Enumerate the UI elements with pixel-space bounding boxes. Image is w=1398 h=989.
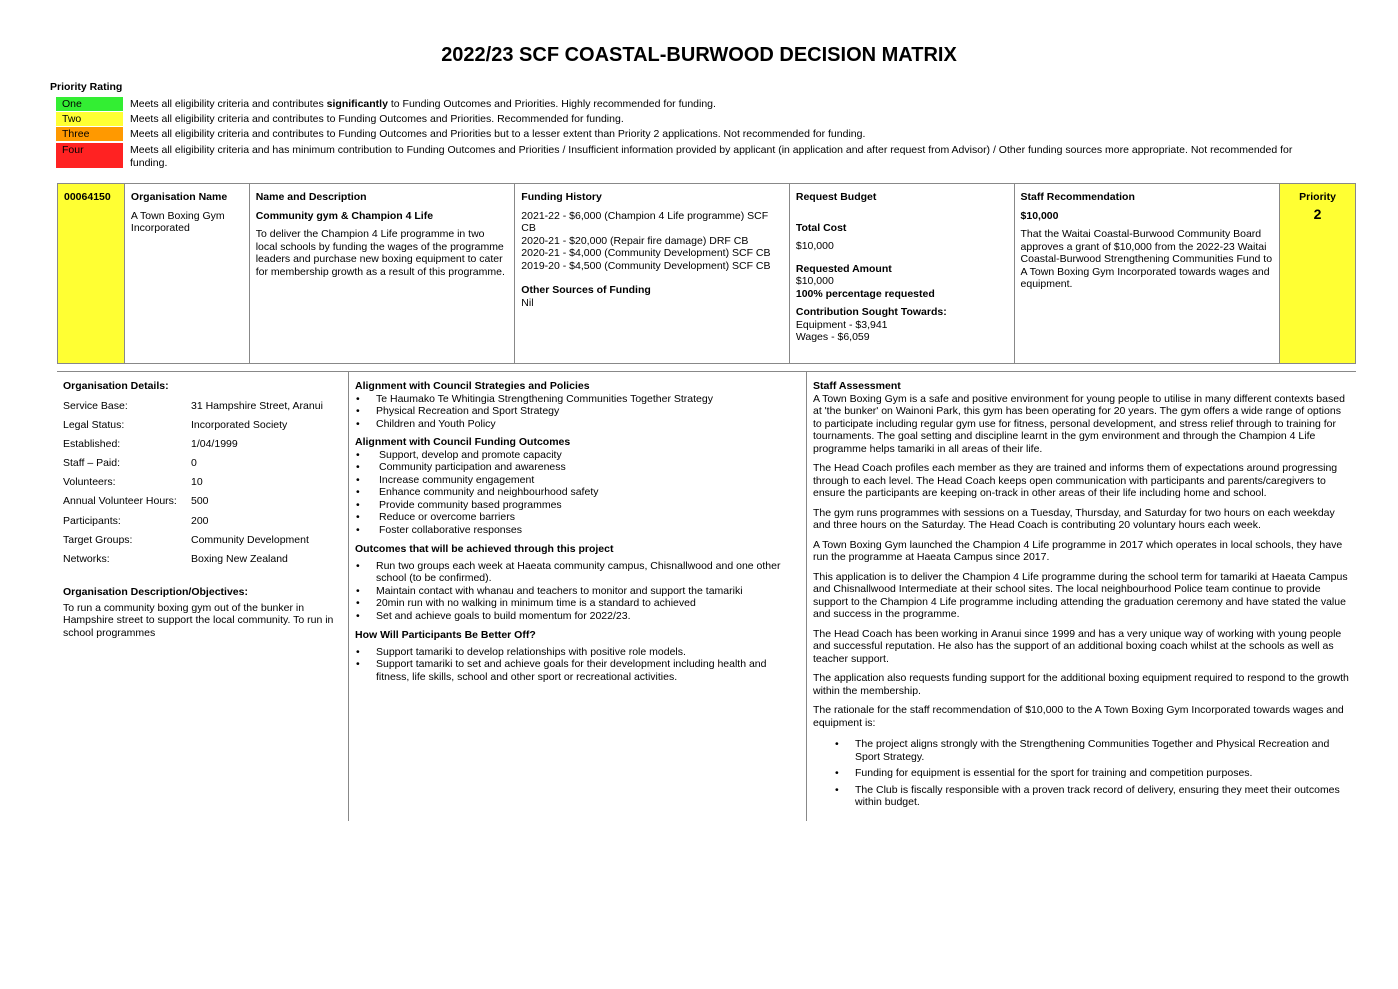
other-sources-label: Other Sources of Funding [521, 284, 651, 296]
list-item: • Support tamariki to develop relationships with positive role models. [355, 646, 800, 659]
outcomes-achieved-heading: Outcomes that will be achieved through this project [355, 543, 614, 555]
assessment-paragraph: The application also requests funding support for the additional boxing equipment required to respond to the growth within the membership. [813, 672, 1349, 697]
organisation-details-heading: Organisation Details: [63, 380, 169, 392]
priority-rating-heading: Priority Rating [50, 81, 123, 93]
better-off-heading: How Will Participants Be Better Off? [355, 629, 536, 641]
list-item: • Support tamariki to set and achieve goals for their development including health and fitness, life skills, school and other sport or recreational activities. [355, 658, 800, 683]
priority-swatch-one: One [56, 97, 123, 111]
priority-swatch-four: Four [56, 143, 123, 168]
organisation-description-text: To run a community boxing gym out of the bunker in Hampshire street to support the local community. To run in school programmes [63, 601, 334, 639]
name-description-label: Name and Description [255, 191, 367, 203]
details-section [57, 371, 1356, 821]
page-title: 2022/23 SCF COASTAL-BURWOOD DECISION MATRIX [441, 44, 957, 66]
funding-history-item: 2021-22 - $6,000 (Champion 4 Life programme) SCF CB [521, 209, 769, 234]
detail-row: Staff – Paid: 0 [63, 457, 197, 470]
funding-history-item: 2019-20 - $4,500 (Community Development) SCF CB [521, 259, 771, 272]
staff-assessment-heading: Staff Assessment [813, 380, 901, 392]
list-item: • Set and achieve goals to build momentum for 2022/23. [355, 610, 800, 623]
priority-description-two: Meets all eligibility criteria and contributes to Funding Outcomes and Priorities. Recommended for funding. [130, 113, 624, 125]
funding-history-label: Funding History [521, 191, 602, 203]
detail-row: Service Base: 31 Hampshire Street, Aranui [63, 399, 323, 412]
requested-amount-value: $10,000 [795, 275, 834, 287]
list-item: • Enhance community and neighbourhood safety [355, 486, 800, 499]
priority-rating-row-three [56, 127, 1326, 141]
detail-row: Legal Status: Incorporated Society [63, 418, 288, 431]
detail-row: Annual Volunteer Hours: 500 [63, 495, 209, 508]
organisation-description-heading: Organisation Description/Objectives: [63, 586, 248, 599]
detail-row: Volunteers: 10 [63, 476, 203, 489]
requested-amount-label: Requested Amount [795, 262, 892, 275]
contribution-sought-label: Contribution Sought Towards: [795, 306, 947, 318]
name-description-cell [250, 184, 516, 363]
staff-recommendation-label: Staff Recommendation [1020, 191, 1135, 203]
priority-cell [1280, 184, 1355, 363]
total-cost-label: Total Cost [795, 221, 847, 234]
list-item: • 20min run with no walking in minimum time is a standard to achieved [355, 597, 800, 610]
better-off-list [355, 646, 800, 684]
funding-outcomes-heading: Alignment with Council Funding Outcomes [355, 436, 571, 448]
priority-label: Priority [1299, 191, 1336, 203]
list-item: • Funding for equipment is essential for the sport for training and competition purposes. [813, 767, 1350, 780]
funding-outcomes-list [355, 449, 800, 537]
percentage-requested: 100% percentage requested [795, 287, 935, 300]
assessment-paragraph: The rationale for the staff recommendation of $10,000 to the A Town Boxing Gym Incorporated towards wages and equipment is: [813, 704, 1344, 729]
rationale-list [813, 738, 1350, 809]
funding-history-cell [515, 184, 790, 363]
staff-recommendation-cell [1015, 184, 1281, 363]
list-item: • Maintain contact with whanau and teachers to monitor and support the tamariki [355, 585, 800, 598]
staff-recommendation-amount: $10,000 [1020, 209, 1059, 222]
detail-row: Established: 1/04/1999 [63, 437, 238, 450]
contribution-item: Equipment - $3,941 [795, 318, 888, 331]
strategies-list [355, 393, 800, 431]
list-item: • The project aligns strongly with the Strengthening Communities Together and Physical Recreation and Sport Strategy. [813, 738, 1350, 763]
total-cost-value: $10,000 [795, 240, 834, 252]
alignment-column [348, 372, 806, 821]
priority-swatch-three: Three [56, 127, 123, 141]
priority-rating-row-two [56, 112, 1326, 126]
list-item: • Support, develop and promote capacity [355, 449, 800, 462]
organisation-name: A Town Boxing Gym Incorporated [130, 209, 225, 234]
list-item: • Provide community based programmes [355, 499, 800, 512]
organisation-name-label: Organisation Name [130, 191, 228, 203]
priority-rating-row-four [56, 143, 1326, 169]
priority-description-four: Meets all eligibility criteria and has minimum contribution to Funding Outcomes and Priorities / Insufficient information provided by applicant (in application and after request from Advisor) / Other funding sources more appropriate. Not recommended for funding. [130, 144, 1293, 169]
funding-history-item: 2020-21 - $4,000 (Community Development) SCF CB [521, 247, 771, 259]
application-summary-table [57, 183, 1356, 364]
assessment-paragraph: The Head Coach has been working in Aranui since 1999 and has a very unique way of working with young people and successful reputation. He also has the support of an additional boxing coach whilst at the schools as well as teacher support. [813, 627, 1342, 665]
detail-row: Participants: 200 [63, 514, 209, 527]
project-name: Community gym & Champion 4 Life [255, 209, 434, 222]
funding-history-item: 2020-21 - $20,000 (Repair fire damage) DRF CB [521, 234, 749, 247]
priority-value: 2 [1313, 205, 1322, 222]
priority-description-three: Meets all eligibility criteria and contributes to Funding Outcomes and Priorities but to a lesser extent than Priority 2 applications. Not recommended for funding. [130, 128, 866, 140]
detail-row: Target Groups: Community Development [63, 533, 309, 546]
list-item: • Run two groups each week at Haeata community campus, Chisnallwood and one other school (to be confirmed). [355, 560, 800, 585]
list-item: • Foster collaborative responses [355, 524, 800, 537]
project-description: To deliver the Champion 4 Life programme in two local schools by funding the wages of the programme leaders and purchase new boxing equipment to cater for membership growth as a result of this programme. [255, 228, 505, 278]
list-item: • Te Haumako Te Whitingia Strengthening Communities Together Strategy [355, 393, 800, 406]
application-id-cell [58, 184, 125, 363]
outcomes-achieved-list [355, 560, 800, 623]
priority-swatch-two: Two [56, 112, 123, 126]
list-item: • Increase community engagement [355, 474, 800, 487]
request-budget-label: Request Budget [795, 191, 877, 203]
assessment-paragraph: This application is to deliver the Champion 4 Life programme during the school term for tamariki at Haeata Campus and Chisnallwood Intermediate at their school sites. The local neighbourhood Police team continue to provide support to the Champion 4 Life programme including attending the graduation ceremony and have stated the value and success in the programme. [813, 570, 1348, 620]
priority-description-one: Meets all eligibility criteria and contributes significantly to Funding Outcomes and Priorities. Highly recommended for funding. [130, 98, 716, 110]
application-id: 00064150 [64, 191, 111, 203]
list-item: • Reduce or overcome barriers [355, 511, 800, 524]
strategies-heading: Alignment with Council Strategies and Policies [355, 380, 590, 392]
contribution-item: Wages - $6,059 [795, 331, 870, 343]
priority-rating-row-one [56, 97, 1326, 111]
assessment-paragraph: A Town Boxing Gym is a safe and positive environment for young people to utilise in many different contexts based at 'the bunker' on Wainoni Park, this gym has been operating for 20 years. The gym offers a wide range of options to participate including regular gym use for fitness, personal development, and stress relief through to training for tournaments. The goal setting and discipline learnt in the gym environment and through the Champion 4 Life programme helps tamariki in all areas of their life. [813, 392, 1345, 455]
other-sources-value: Nil [521, 296, 534, 309]
list-item: • Children and Youth Policy [355, 418, 800, 431]
assessment-paragraph: A Town Boxing Gym launched the Champion 4 Life programme in 2017 which operates in local schools, they have run the programme at Haeata Campus since 2017. [813, 538, 1343, 563]
list-item: • The Club is fiscally responsible with a proven track record of delivery, ensuring they meet their outcomes within budget. [813, 784, 1350, 809]
request-budget-cell [790, 184, 1015, 363]
list-item: • Community participation and awareness [355, 461, 800, 474]
list-item: • Physical Recreation and Sport Strategy [355, 405, 800, 418]
organisation-details-column [57, 372, 348, 821]
staff-assessment-column [806, 372, 1356, 821]
organisation-name-cell [125, 184, 250, 363]
assessment-paragraph: The Head Coach profiles each member as they are trained and informs them of expectations around progressing through to each level. The Head Coach keeps open communication with participants and parents/caregivers to ensure the participants are keeping on-track in other areas of their life including home and school. [813, 462, 1338, 499]
staff-recommendation-text: That the Waitai Coastal-Burwood Community Board approves a grant of $10,000 from the 2022-23 Waitai Coastal-Burwood Strengthening Communities Fund to A Town Boxing Gym Incorporated towards wages and equipment. [1020, 228, 1273, 290]
assessment-paragraph: The gym runs programmes with sessions on a Tuesday, Thursday, and Saturday for two hours on each weekday and three hours on the Saturday. The Head Coach is contributing 20 voluntary hours each week. [813, 506, 1335, 531]
detail-row: Networks: Boxing New Zealand [63, 553, 288, 565]
